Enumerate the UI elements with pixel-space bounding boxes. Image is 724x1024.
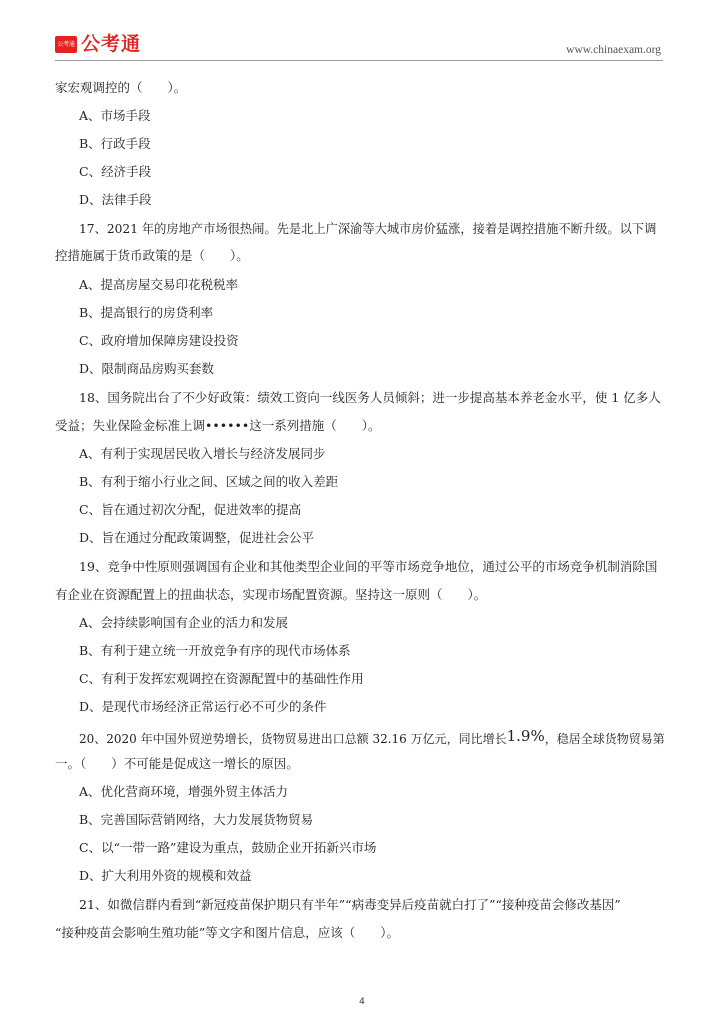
q17-option-c: C、政府增加保障房建设投资 xyxy=(79,333,239,348)
q20-growth-rate: 1.9% xyxy=(506,727,545,745)
site-url[interactable]: www.chinaexam.org xyxy=(566,44,661,56)
question-21-stem: 21、如微信群内看到“新冠疫苗保护期只有半年”“病毒变异后疫苗就白打了”“接种疫苗会修改基因” xyxy=(79,897,621,912)
page-header xyxy=(55,32,663,61)
question-18-stem-cont: 受益；失业保险金标准上调••••••这一系列措施（ ）。 xyxy=(55,418,381,433)
q16-option-b: B、行政手段 xyxy=(79,136,151,151)
q16-option-a: A、市场手段 xyxy=(79,108,151,123)
q19-option-c: C、有利于发挥宏观调控在资源配置中的基础性作用 xyxy=(79,671,364,686)
q18-option-b: B、有利于缩小行业之间、区域之间的收入差距 xyxy=(79,474,339,489)
q18-option-d: D、旨在通过分配政策调整，促进社会公平 xyxy=(79,530,315,545)
q20-stem-part1: 20、2020 年中国外贸逆势增长，货物贸易进出口总额 32.16 万亿元，同比增长 xyxy=(79,732,507,746)
question-20-stem xyxy=(79,728,665,747)
q17-option-a: A、提高房屋交易印花税税率 xyxy=(79,277,239,292)
q18-option-a: A、有利于实现居民收入增长与经济发展同步 xyxy=(79,446,326,461)
q17-option-d: D、限制商品房购买套数 xyxy=(79,361,215,376)
q20-option-d: D、扩大利用外资的规模和效益 xyxy=(79,868,252,883)
q19-option-d: D、是现代市场经济正常运行必不可少的条件 xyxy=(79,699,327,714)
q17-option-b: B、提高银行的房贷利率 xyxy=(79,305,214,320)
question-17-stem: 17、2021 年的房地产市场很热闹。先是北上广深渝等大城市房价猛涨，接着是调控措施不断升级。以下调 xyxy=(79,222,657,236)
q18-option-c: C、旨在通过初次分配，促进效率的提高 xyxy=(79,502,302,517)
question-20-stem-cont: 一。（ ）不可能是促成这一增长的原因。 xyxy=(55,756,299,771)
q20-option-c: C、以“一带一路”建设为重点，鼓励企业开拓新兴市场 xyxy=(79,840,377,855)
q20-option-b: B、完善国际营销网络，大力发展货物贸易 xyxy=(79,812,314,827)
q20-stem-part2: ，稳居全球货物贸易第 xyxy=(544,732,665,746)
question-18-stem: 18、国务院出台了不少好政策：绩效工资向一线医务人员倾斜；进一步提高基本养老金水平，使 1 亿多人 xyxy=(79,390,661,405)
q16-option-c: C、经济手段 xyxy=(79,164,152,179)
q19-option-b: B、有利于建立统一开放竞争有序的现代市场体系 xyxy=(79,643,351,658)
page-number: 4 xyxy=(359,997,365,1007)
question-17-stem-cont: 控措施属于货币政策的是（ ）。 xyxy=(55,248,249,263)
q20-option-a: A、优化营商环境，增强外贸主体活力 xyxy=(79,784,289,799)
question-19-stem: 19、竞争中性原则强调国有企业和其他类型企业间的平等市场竞争地位，通过公平的市场竞争机制消除国 xyxy=(79,559,658,574)
q16-option-d: D、法律手段 xyxy=(79,192,152,207)
question-21-stem-cont: “接种疫苗会影响生殖功能”等文字和图片信息，应该（ ）。 xyxy=(55,925,400,940)
logo-badge: 公考通 xyxy=(55,36,77,53)
logo-text: 公考通 xyxy=(81,33,142,55)
question-19-stem-cont: 有企业在资源配置上的扭曲状态，实现市场配置资源。坚持这一原则（ ）。 xyxy=(55,587,487,602)
question-16-stem-end: 家宏观调控的（ ）。 xyxy=(55,80,187,95)
q19-option-a: A、会持续影响国有企业的活力和发展 xyxy=(79,615,289,630)
